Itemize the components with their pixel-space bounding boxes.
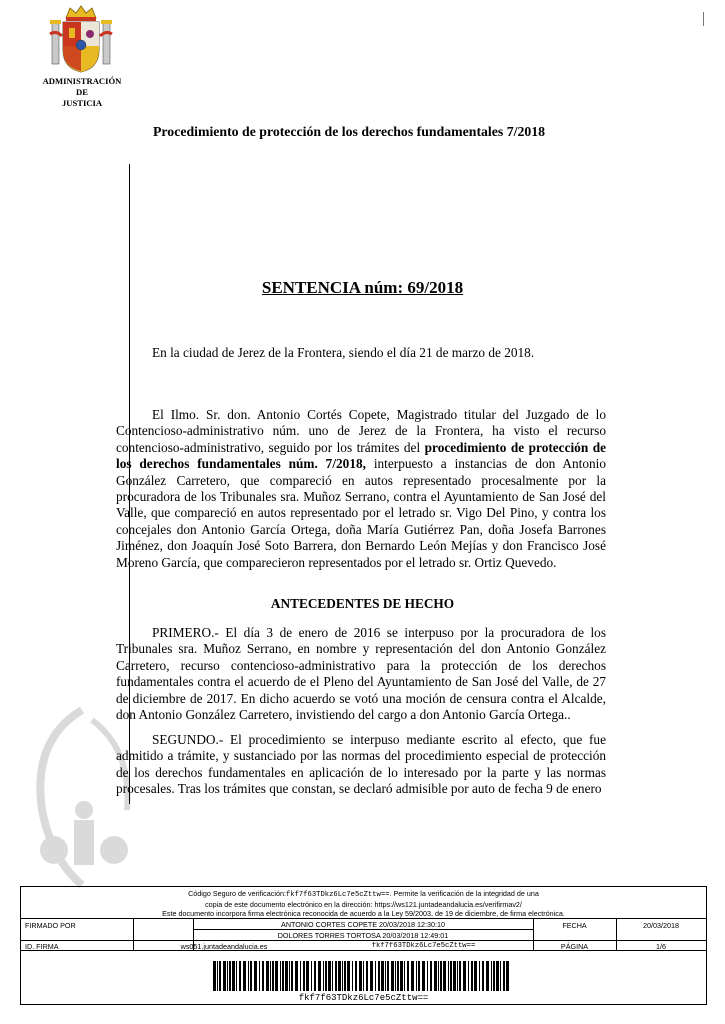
date-label: FECHA <box>562 921 587 930</box>
page-label: PÁGINA <box>560 942 589 951</box>
signed-by-label: FIRMADO POR <box>25 921 76 930</box>
verification-url-line: copia de este documento electrónico en la dirección: https://ws121.juntadeandalucia.es/verifirmav2/ <box>205 900 522 909</box>
institution-line: JUSTICIA <box>61 98 103 108</box>
signer-entry: ANTONIO CORTES COPETE 20/03/2018 12:30:10 <box>281 920 445 929</box>
signature-id-code: fkf7f63TDkz6Lc7e5cZttw== <box>371 942 476 950</box>
institution-name <box>30 76 134 109</box>
opening-paragraph: En la ciudad de Jerez de la Frontera, siendo el día 21 de marzo de 2018. <box>152 345 535 360</box>
verification-code: fkf7f63TDkz6Lc7e5cZttw== <box>285 891 390 899</box>
barcode-icon <box>213 961 511 991</box>
barcode-text: fkf7f63TDkz6Lc7e5cZttw== <box>298 993 429 1003</box>
sentence-title: SENTENCIA núm: 69/2018 <box>261 278 464 297</box>
primero-text: PRIMERO.- El día 3 de enero de 2016 se interpuso por la procuradora de los Tribunales sra. Muñoz Serrano, en nombre y representación del don Antonio González Carretero, recurso contencioso-administrativo para la protección de los derechos fundamentales contra el acuerdo de el Pleno del Ayuntamiento de San José del Valle, de 27 de diciembre de 2017. En dicho acuerdo se votó una moción de censura contra el Alcalde, don Antonio González Carretero, invistiendo del cargo a don Antonio García Ortega.. <box>116 625 606 723</box>
signature-id-label: ID. FIRMA <box>25 942 59 951</box>
section-heading: ANTECEDENTES DE HECHO <box>270 596 455 611</box>
verification-text: . Permite la verificación de la integridad de una <box>389 889 539 898</box>
legal-notice: Este documento incorpora firma electrónica reconocida de acuerdo a la Ley 59/2003, de 19 de diciembre, de firma electrónica. <box>162 909 565 918</box>
coat-of-arms-icon <box>48 4 114 76</box>
institution-line: ADMINISTRACIÓN <box>42 76 122 86</box>
intro-paragraph <box>116 407 606 571</box>
intro-text: El Ilmo. Sr. don. Antonio Cortés Copete, Magistrado titular del Juzgado de lo Contencioso-administrativo núm. uno de Jerez de la Frontera, ha visto el recurso contencioso-administrativo, seguido por los trámites del <box>116 407 606 455</box>
page-number: 1/6 <box>656 942 666 951</box>
margin-mark <box>703 12 704 26</box>
signature-host: ws051.juntadeandalucia.es <box>180 942 268 951</box>
date-value: 20/03/2018 <box>643 921 679 930</box>
segundo-text: SEGUNDO.- El procedimiento se interpuso mediante escrito al efecto, que fue admitido a trámite, y sustanciado por las normas del procedimiento especial de protección de los derechos fundamentales en aplicación de lo interesado por la parte y las normas procesales. Tras los trámites que constan, se declaró admisible por auto de fecha 9 de enero <box>116 732 606 797</box>
institution-line: DE <box>76 87 88 97</box>
verification-notice <box>21 889 706 918</box>
segundo-paragraph <box>116 732 606 798</box>
procedure-title: Procedimiento de protección de los derechos fundamentales 7/2018 <box>153 124 546 139</box>
verification-text: Código Seguro de verificación: <box>188 889 286 898</box>
intro-text-continued: interpuesto a instancias de don Antonio González Carretero, que compareció en autos representado procesalmente por la procuradora de los Tribunales sra. Muñoz Serrano, contra el Ayuntamiento de San José del Valle, que compareció en autos representado por el letrado sr. Vigo Del Pino, y contra los concejales don Antonio García Ortega, doña María Gutiérrez Pan, doña Josefa Barrones Jiménez, don Joaquín José Soto Barrera, don Bernardo León Mejías y don Francisco José Moreno García, que comparecieron representados por el letrado sr. Ortiz Quevedo. <box>116 456 606 570</box>
signer-entry: DOLORES TORRES TORTOSA 20/03/2018 12:49:01 <box>277 931 449 940</box>
intro-bold-text: procedimiento de protección de los derechos fundamentales núm. 7/2018, <box>116 439 606 472</box>
primero-paragraph <box>116 625 606 723</box>
